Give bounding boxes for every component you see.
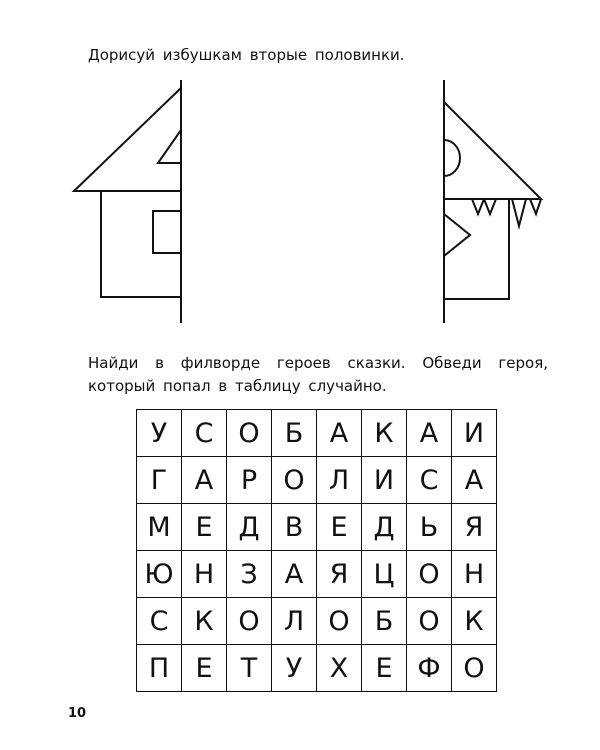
grid-cell[interactable]: Х xyxy=(317,645,362,692)
grid-cell[interactable]: Г xyxy=(137,457,182,504)
grid-row xyxy=(137,598,497,645)
grid-cell[interactable]: О xyxy=(452,645,497,692)
right-house-window xyxy=(444,214,470,256)
grid-row xyxy=(137,551,497,598)
grid-cell[interactable]: А xyxy=(317,410,362,457)
grid-cell[interactable]: Ф xyxy=(407,645,452,692)
grid-cell[interactable]: П xyxy=(137,645,182,692)
grid-cell[interactable]: У xyxy=(272,645,317,692)
grid-row xyxy=(137,645,497,692)
task-2-instruction: Найди в филворде героев сказки. Обведи героя, который попал в таблицу случайно. xyxy=(88,354,548,395)
grid-cell[interactable]: А xyxy=(407,410,452,457)
right-house-half xyxy=(444,80,541,323)
grid-cell[interactable]: Л xyxy=(272,598,317,645)
grid-cell[interactable]: Е xyxy=(362,645,407,692)
grid-row xyxy=(137,457,497,504)
grid-row xyxy=(137,504,497,551)
grid-cell[interactable]: И xyxy=(362,457,407,504)
task-1-instruction: Дорисуй избушкам вторые половинки. xyxy=(88,46,405,64)
grid-cell[interactable]: Д xyxy=(227,504,272,551)
grid-cell[interactable]: О xyxy=(227,598,272,645)
grid-cell[interactable]: Л xyxy=(317,457,362,504)
grid-cell[interactable]: С xyxy=(137,598,182,645)
grid-cell[interactable]: Н xyxy=(182,551,227,598)
grid-cell[interactable]: Е xyxy=(182,645,227,692)
grid-cell[interactable]: Е xyxy=(317,504,362,551)
grid-cell[interactable]: О xyxy=(317,598,362,645)
grid-cell[interactable]: Ц xyxy=(362,551,407,598)
grid-cell[interactable]: Б xyxy=(272,410,317,457)
left-house-window xyxy=(153,211,181,253)
grid-cell[interactable]: К xyxy=(452,598,497,645)
grid-cell[interactable]: Я xyxy=(317,551,362,598)
right-house-icicles xyxy=(472,199,541,226)
grid-cell[interactable]: К xyxy=(182,598,227,645)
grid-cell[interactable]: О xyxy=(227,410,272,457)
grid-cell[interactable]: А xyxy=(182,457,227,504)
left-house-attic-window xyxy=(158,130,181,163)
grid-cell[interactable]: С xyxy=(407,457,452,504)
house-halves-drawing xyxy=(0,0,600,340)
grid-cell[interactable]: У xyxy=(137,410,182,457)
grid-cell[interactable]: М xyxy=(137,504,182,551)
grid-cell[interactable]: Т xyxy=(227,645,272,692)
grid-cell[interactable]: Ь xyxy=(407,504,452,551)
left-house-wall xyxy=(101,191,181,297)
grid-cell[interactable]: О xyxy=(272,457,317,504)
grid-row xyxy=(137,410,497,457)
grid-cell[interactable]: Р xyxy=(227,457,272,504)
page-number: 10 xyxy=(68,706,87,721)
grid-cell[interactable]: Я xyxy=(452,504,497,551)
right-house-attic-window xyxy=(444,140,460,176)
grid-cell[interactable]: А xyxy=(272,551,317,598)
grid-cell[interactable]: О xyxy=(407,551,452,598)
grid-cell[interactable]: Н xyxy=(452,551,497,598)
grid-cell[interactable]: Ю xyxy=(137,551,182,598)
grid-cell[interactable]: З xyxy=(227,551,272,598)
grid-cell[interactable]: Б xyxy=(362,598,407,645)
word-search-grid xyxy=(136,409,497,692)
grid-cell[interactable]: К xyxy=(362,410,407,457)
grid-cell[interactable]: Е xyxy=(182,504,227,551)
grid-cell[interactable]: Д xyxy=(362,504,407,551)
grid-cell[interactable]: А xyxy=(452,457,497,504)
grid-cell[interactable]: С xyxy=(182,410,227,457)
grid-cell[interactable]: О xyxy=(407,598,452,645)
left-house-roof xyxy=(74,88,181,191)
grid-cell[interactable]: И xyxy=(452,410,497,457)
grid-cell[interactable]: В xyxy=(272,504,317,551)
left-house-half xyxy=(74,80,181,323)
